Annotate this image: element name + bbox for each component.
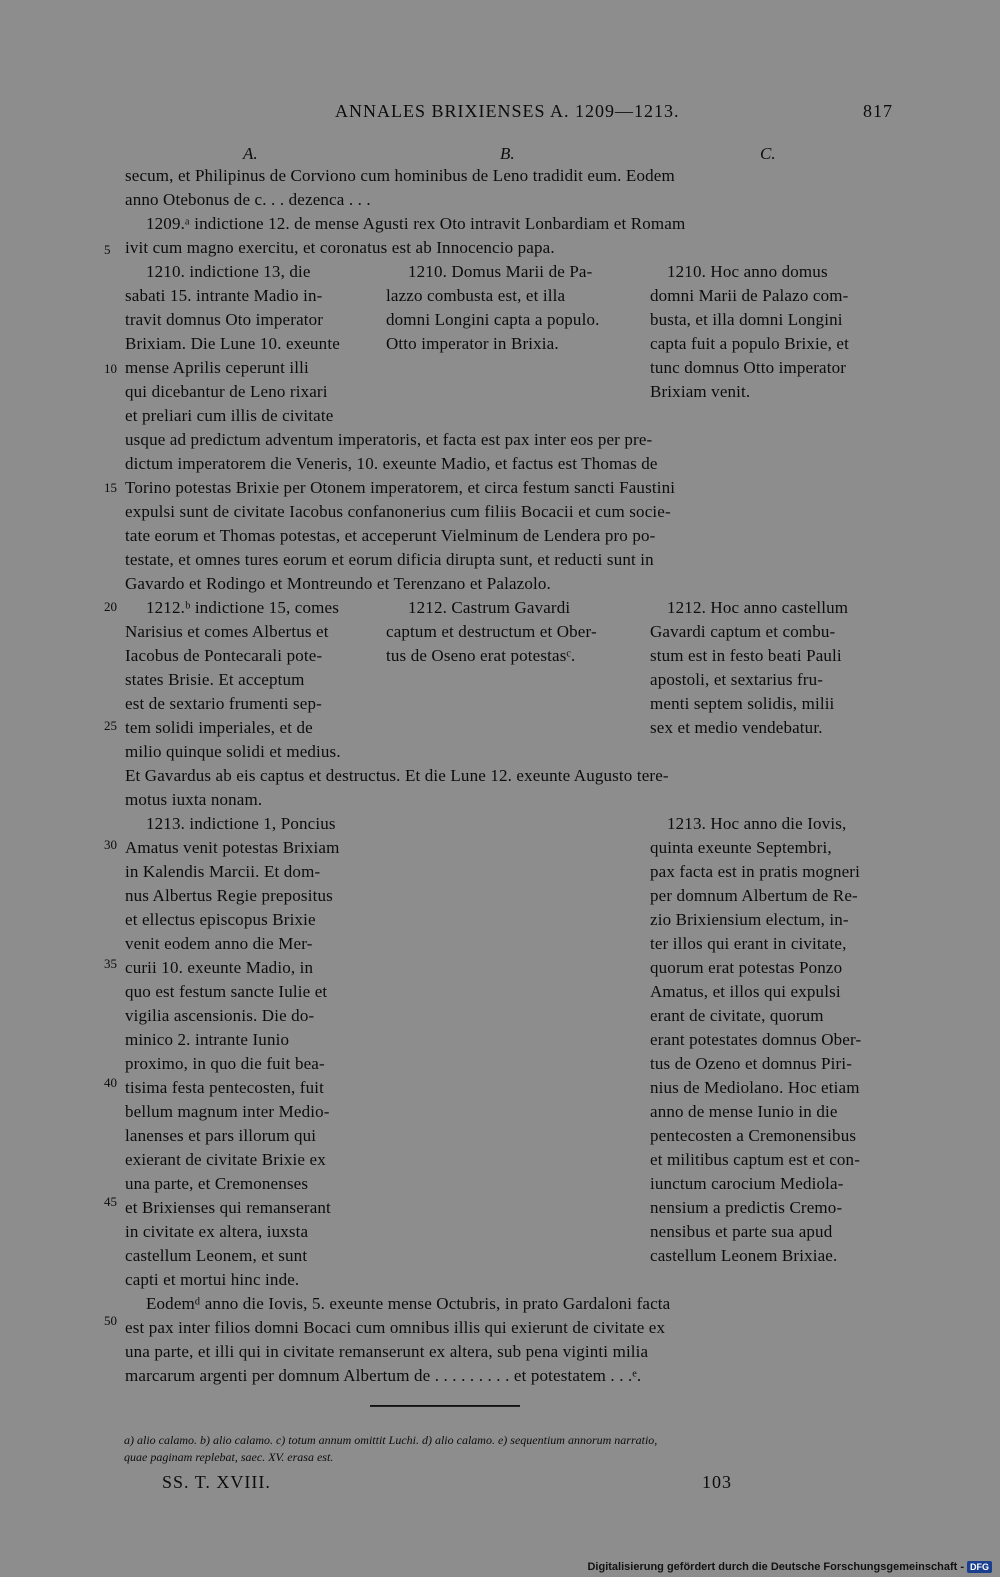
col-c-line: anno de mense Iunio in die [650,1102,838,1121]
text-line: marcarum argenti per domnum Albertum de . . . . . . . . . et potestatem . . .ᵉ. [125,1366,642,1385]
col-a-line: minico 2. intrante Iunio [125,1030,290,1049]
dfg-logo-icon: DFG [967,1561,992,1573]
col-c-line: nius de Mediolano. Hoc etiam [650,1078,860,1097]
col-a-line: bellum magnum inter Medio- [125,1102,330,1121]
text-line: Et Gavardus ab eis captus et destructus. Et die Lune 12. exeunte Augusto tere- [125,766,669,785]
col-a-line: qui dicebantur de Leno rixari [125,382,328,401]
col-a-line: nus Albertus Regie prepositus [125,886,333,905]
line-number: 45 [104,1194,117,1209]
column-heading-b: B. [500,144,515,163]
col-c-line: Brixiam venit. [650,382,751,401]
line-number: 5 [104,242,111,257]
col-b-line: 1210. Domus Marii de Pa- [408,262,593,281]
footnote-rule [370,1405,520,1406]
footnote-line: quae paginam replebat, saec. XV. erasa est. [124,1450,334,1464]
col-a-line: lanenses et pars illorum qui [125,1126,317,1145]
line-number: 20 [104,599,117,614]
col-c-line: menti septem solidis, milii [650,694,835,713]
col-a-line: milio quinque solidi et medius. [125,742,341,761]
col-c-line: erant potestates domnus Ober- [650,1030,862,1049]
page-number: 817 [863,101,893,121]
col-c-line: stum est in festo beati Pauli [650,646,842,665]
col-a-line: tem solidi imperiales, et de [125,718,313,737]
col-a-line: Narisius et comes Albertus et [125,622,329,641]
col-a-line: et preliari cum illis de civitate [125,406,334,425]
col-b-line: lazzo combusta est, et illa [386,286,566,305]
text-line: 1209.ᵃ indictione 12. de mense Agusti rex Oto intravit Lonbardiam et Romam [146,214,686,233]
signature-mark: SS. T. XVIII. [162,1472,271,1492]
running-header [125,101,895,127]
col-a-line: exierant de civitate Brixie ex [125,1150,326,1169]
col-a-line: 1213. indictione 1, Poncius [146,814,336,833]
col-a-line: et Brixienses qui remanserant [125,1198,331,1217]
col-c-line: Gavardi captum et combu- [650,622,836,641]
col-c-line: sex et medio vendebatur. [650,718,823,737]
credit-text: Digitalisierung gefördert durch die Deutsche Forschungsgemeinschaft - [587,1561,964,1573]
col-c-line: per domnum Albertum de Re- [650,886,858,905]
col-c-line: nensibus et parte sua apud [650,1222,833,1241]
line-number: 15 [104,480,117,495]
col-c-line: castellum Leonem Brixiae. [650,1246,838,1265]
column-heading-c: C. [760,144,776,163]
col-b-line: Otto imperator in Brixia. [386,334,559,353]
text-line: una parte, et illi qui in civitate remanserunt ex altera, sub pena viginti milia [125,1342,649,1361]
text-line: anno Otebonus de c. . . dezenca . . . [125,190,371,209]
text-line: Gavardo et Rodingo et Montreundo et Terenzano et Palazolo. [125,574,551,593]
text-line: ivit cum magno exercitu, et coronatus est ab Innocencio papa. [125,238,555,257]
col-c-line: quorum erat potestas Ponzo [650,958,843,977]
running-title: ANNALES BRIXIENSES A. 1209—1213. [335,101,680,121]
col-a-line: 1210. indictione 13, die [146,262,311,281]
col-c-line: pax facta est in pratis mogneri [650,862,860,881]
col-b-line: captum et destructum et Ober- [386,622,597,641]
col-c-line: ter illos qui erant in civitate, [650,934,847,953]
col-c-line: erant de civitate, quorum [650,1006,824,1025]
line-number: 40 [104,1075,117,1090]
col-a-line: capti et mortui hinc inde. [125,1270,300,1289]
col-a-line: quo est festum sancte Iulie et [125,982,328,1001]
col-a-line: in Kalendis Marcii. Et dom- [125,862,321,881]
col-a-line: Amatus venit potestas Brixiam [125,838,340,857]
col-a-line: curii 10. exeunte Madio, in [125,958,314,977]
col-b-line: 1212. Castrum Gavardi [408,598,571,617]
col-a-line: travit domnus Oto imperator [125,310,324,329]
col-c-line: nensium a predictis Cremo- [650,1198,843,1217]
col-c-line: 1210. Hoc anno domus [667,262,828,281]
col-c-line: iunctum carocium Mediola- [650,1174,844,1193]
line-number: 35 [104,956,117,971]
col-a-line: tisima festa pentecosten, fuit [125,1078,324,1097]
text-line: expulsi sunt de civitate Iacobus confanonerius cum filiis Bocacii et cum socie- [125,502,671,521]
col-b-line: domni Longini capta a populo. [386,310,600,329]
col-c-line: 1213. Hoc anno die Iovis, [667,814,847,833]
text-line: testate, et omnes tures eorum et eorum dificia dirupta sunt, et reducti sunt in [125,550,654,569]
col-c-line: 1212. Hoc anno castellum [667,598,849,617]
col-c-line: pentecosten a Cremonensibus [650,1126,857,1145]
col-a-line: Brixiam. Die Lune 10. exeunte [125,334,340,353]
col-c-line: busta, et illa domni Longini [650,310,843,329]
text-line: tate eorum et Thomas potestas, et acceperunt Vielminum de Lendera pro po- [125,526,656,545]
text-line: est pax inter filios domni Bocaci cum omnibus illis qui exierunt de civitate ex [125,1318,666,1337]
column-heading-a: A. [243,144,258,163]
digitization-credit [587,1561,992,1573]
col-c-line: apostoli, et sextarius fru- [650,670,824,689]
col-a-line: est de sextario frumenti sep- [125,694,322,713]
line-number: 30 [104,837,117,852]
col-c-line: et militibus captum est et con- [650,1150,861,1169]
col-a-line: in civitate ex altera, iuxsta [125,1222,309,1241]
col-a-line: 1212.ᵇ indictione 15, comes [146,598,339,617]
text-line: usque ad predictum adventum imperatoris, et facta est pax inter eos per pre- [125,430,653,449]
col-a-line: Iacobus de Pontecarali pote- [125,646,323,665]
signature-number: 103 [702,1472,732,1492]
col-c-line: quinta exeunte Septembri, [650,838,832,857]
col-c-line: zio Brixiensium electum, in- [650,910,849,929]
col-c-line: Amatus, et illos qui expulsi [650,982,841,1001]
column-headings [125,144,785,166]
col-c-line: capta fuit a populo Brixie, et [650,334,849,353]
col-a-line: mense Aprilis ceperunt illi [125,358,309,377]
footnote-line: a) alio calamo. b) alio calamo. c) totum annum omittit Luchi. d) alio calamo. e) sequentium annorum narratio, [124,1433,658,1447]
col-a-line: sabati 15. intrante Madio in- [125,286,323,305]
col-a-line: vigilia ascensionis. Die do- [125,1006,315,1025]
text-line: motus iuxta nonam. [125,790,263,809]
col-c-line: tunc domnus Otto imperator [650,358,847,377]
text-line: secum, et Philipinus de Corviono cum hominibus de Leno tradidit eum. Eodem [125,166,675,185]
col-c-line: tus de Ozeno et domnus Piri- [650,1054,853,1073]
line-number: 25 [104,718,117,733]
col-a-line: venit eodem anno die Mer- [125,934,313,953]
col-a-line: castellum Leonem, et sunt [125,1246,308,1265]
col-c-line: domni Marii de Palazo com- [650,286,849,305]
col-a-line: una parte, et Cremonenses [125,1174,309,1193]
col-a-line: et ellectus episcopus Brixie [125,910,316,929]
line-number: 50 [104,1313,117,1328]
col-a-line: proximo, in quo die fuit bea- [125,1054,325,1073]
text-line: Eodemᵈ anno die Iovis, 5. exeunte mense Octubris, in prato Gardaloni facta [146,1294,671,1313]
line-number: 10 [104,361,117,376]
text-line: dictum imperatorem die Veneris, 10. exeunte Madio, et factus est Thomas de [125,454,658,473]
col-a-line: states Brisie. Et acceptum [125,670,305,689]
text-line: Torino potestas Brixie per Otonem imperatorem, et circa festum sancti Faustini [125,478,676,497]
col-b-line: tus de Oseno erat potestasᶜ. [386,646,576,665]
